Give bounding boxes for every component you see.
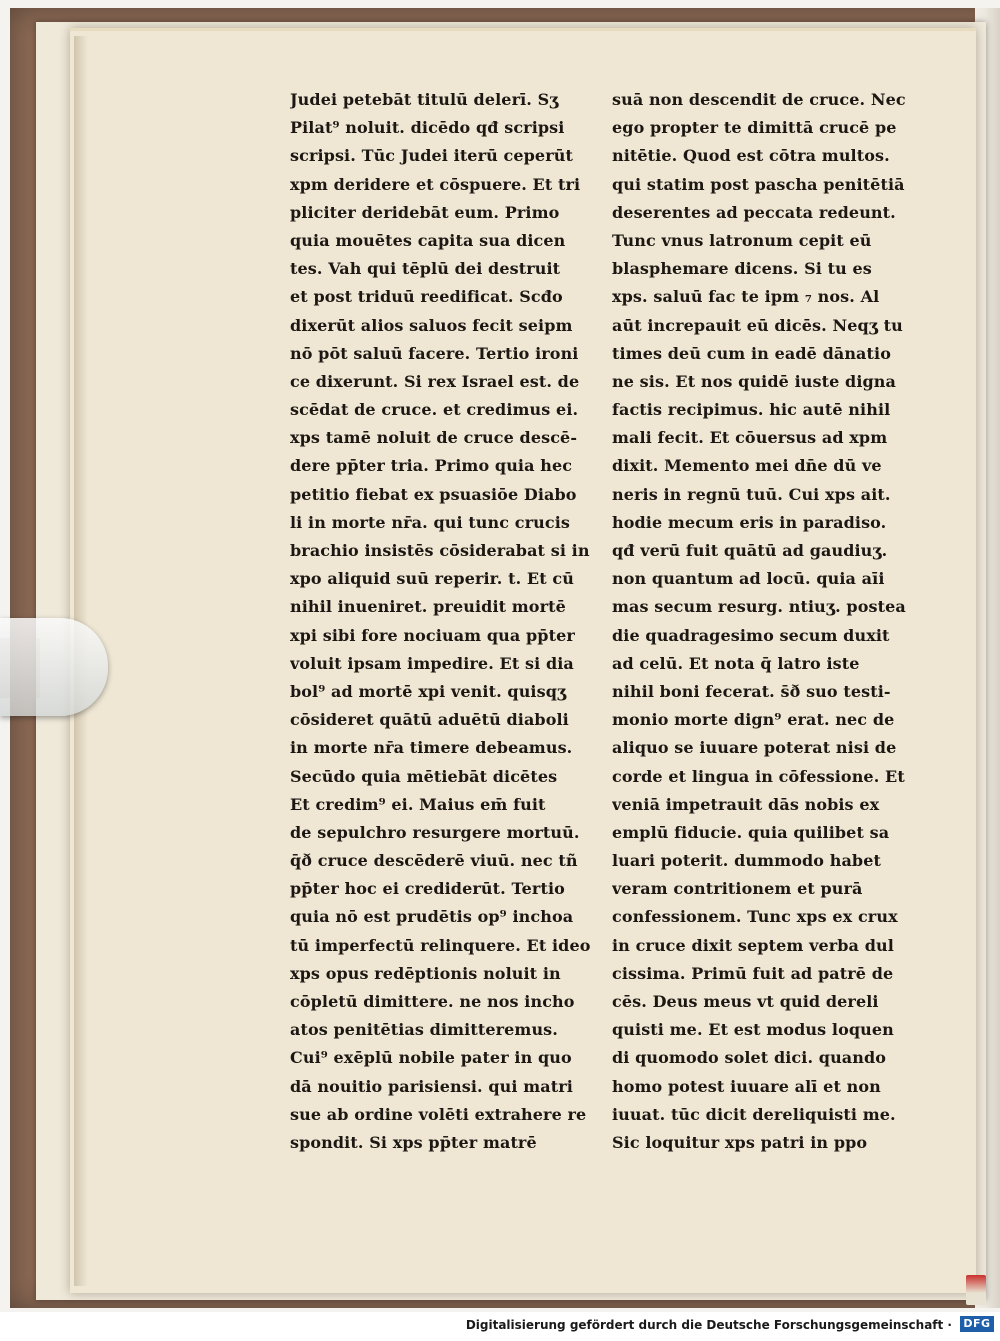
- text-line: Judei petebāt titulū delerī. Sʒ: [290, 90, 559, 109]
- text-line: de sepulchro resurgere mortuū.: [290, 822, 580, 842]
- text-line: veram contritionem et purā: [612, 879, 863, 899]
- text-line: die quadragesimo secum duxit: [612, 625, 890, 645]
- dfg-logo: DFG: [960, 1316, 994, 1332]
- text-column-right: [612, 86, 912, 1157]
- text-line: di quomodo solet dici. quando: [612, 1048, 887, 1068]
- text-line: dixit. Memento mei dn̄e dū ve: [612, 456, 882, 476]
- text-line: voluit ipsam impedire. Et si dia: [290, 653, 574, 673]
- text-line: quia mouētes capita sua dicen: [290, 230, 566, 250]
- text-line: hodie mecum eris in paradiso.: [612, 512, 887, 532]
- text-line: dixerūt alios saluos fecit seipm: [290, 315, 573, 335]
- text-line: in morte nr̄a timere debeamus.: [290, 738, 573, 758]
- text-line: Cui⁹ exēplū nobile pater in quo: [290, 1048, 572, 1068]
- text-line: li in morte nr̄a. qui tunc crucis: [290, 512, 571, 532]
- text-line: in cruce dixit septem verba dul: [612, 935, 894, 955]
- text-line: emplū fiducie. quia quilibet sa: [612, 822, 890, 842]
- text-line: scripsi. Tūc Judei iterū ceperūt: [290, 146, 573, 166]
- text-line: tes. Vah qui tēplū dei destruit: [290, 259, 561, 279]
- text-line: cōpletū dimittere. ne nos incho: [290, 992, 575, 1011]
- text-line: neris in regnū tuū. Cui xps ait.: [612, 484, 891, 504]
- text-line: aūt increpauit eū dicēs. Neqʒ tu: [612, 315, 903, 335]
- text-line: cissima. Primū fuit ad patrē de: [612, 963, 894, 983]
- text-line: scēdat de cruce. et credimus ei.: [290, 400, 579, 420]
- text-line: cēs. Deus meus vt quid dereli: [612, 992, 879, 1011]
- text-line: spondit. Si xps pp̄ter matrē: [290, 1132, 537, 1152]
- text-line: luari poterit. dummodo habet: [612, 851, 881, 871]
- text-line: times deū cum in eadē dānatio: [612, 343, 891, 363]
- text-line: xps tamē noluit de cruce descē-: [290, 428, 578, 448]
- text-line: qđ verū fuit quātū ad gaudiuʒ.: [612, 541, 888, 560]
- text-line: corde et lingua in cōfessione. Et: [612, 766, 905, 786]
- page-holder-clip: [0, 618, 108, 716]
- text-line: nitētie. Quod est cōtra multos.: [612, 146, 890, 166]
- text-line: xpm deridere et cōspuere. Et tri: [290, 174, 581, 194]
- text-line: ad celū. Et nota q̄ latro iste: [612, 653, 860, 673]
- text-line: blasphemare dicens. Si tu es: [612, 259, 872, 279]
- bookmark-tab: [966, 1275, 986, 1305]
- text-line: tū imperfectū relinquere. Et ideo: [290, 935, 591, 955]
- text-line: nihil inueniret. preuidit mortē: [290, 597, 566, 617]
- text-line: brachio insistēs cōsiderabat si in: [290, 541, 590, 560]
- text-line: pliciter deridebāt eum. Primo: [290, 202, 560, 222]
- text-line: Secūdo quia mētiebāt dicētes: [290, 766, 558, 786]
- text-line: veniā impetrauit dās nobis ex: [612, 794, 880, 814]
- text-line: mali fecit. Et cōuersus ad xpm: [612, 428, 888, 448]
- text-line: bol⁹ ad mortē xpi venit. quisqʒ: [290, 681, 567, 701]
- text-line: monio morte dign⁹ erat. nec de: [612, 710, 895, 730]
- text-line: pp̄ter hoc ei crediderūt. Tertio: [290, 879, 565, 899]
- text-line: nō pōt saluū facere. Tertio ironi: [290, 343, 579, 363]
- text-line: factis recipimus. hic autē nihil: [612, 400, 891, 420]
- text-line: qui statim post pascha penitētiā: [612, 174, 905, 194]
- text-line: deserentes ad peccata redeunt.: [612, 202, 896, 222]
- text-line: q̄ð cruce descēderē viuū. nec tñ: [290, 851, 578, 871]
- text-line: Tunc vnus latronum cepit eū: [612, 230, 872, 250]
- text-line: Et credim⁹ ei. Maius em̄ fuit: [290, 794, 546, 814]
- text-line: ne sis. Et nos quidē iuste digna: [612, 371, 897, 391]
- text-line: mas secum resurg. ntiuʒ. postea: [612, 597, 906, 617]
- text-line: iuuat. tūc dicit dereliquisti me.: [612, 1104, 896, 1124]
- text-line: quia nō est prudētis op⁹ inchoa: [290, 907, 574, 927]
- text-line: Sic loquitur xps patri in ppo: [612, 1132, 868, 1152]
- funding-credit: Digitalisierung gefördert durch die Deutsche Forschungsgemeinschaft ·: [465, 1318, 952, 1332]
- text-line: cōsideret quātū aduētū diaboli: [290, 710, 569, 730]
- text-line: suā non descendit de cruce. Nec: [612, 90, 906, 109]
- text-line: xps. saluū fac te ipm ₇ nos. Al: [612, 287, 880, 307]
- text-line: ce dixerunt. Si rex Israel est. de: [290, 371, 580, 391]
- text-line: atos penitētias dimitteremus.: [290, 1020, 558, 1040]
- text-line: non quantum ad locū. quia aīi: [612, 569, 885, 589]
- text-line: dā nouitio parisiensi. qui matri: [290, 1076, 573, 1096]
- text-line: xpo aliquid suū reperir. t. Et cū: [290, 569, 574, 589]
- text-line: ego propter te dimittā crucē pe: [612, 118, 897, 138]
- text-line: confessionem. Tunc xps ex crux: [612, 907, 898, 927]
- text-line: xpi sibi fore nociuam qua pp̄ter: [290, 625, 575, 645]
- text-line: et post triduū reedificat. Scđo: [290, 287, 563, 307]
- text-line: Pilat⁹ noluit. dicēdo qđ scripsi: [290, 118, 565, 138]
- text-column-left: [290, 86, 600, 1157]
- text-line: petitio fiebat ex psuasiōe Diabo: [290, 484, 577, 504]
- text-line: xps opus redēptionis noluit in: [290, 963, 561, 983]
- text-line: sue ab ordine volēti extrahere re: [290, 1104, 587, 1124]
- text-line: quisti me. Et est modus loquen: [612, 1020, 894, 1040]
- text-line: nihil boni fecerat. s̄ð suo testi-: [612, 681, 891, 701]
- text-line: aliquo se iuuare poterat nisi de: [612, 738, 897, 758]
- text-line: dere pp̄ter tria. Primo quia hec: [290, 456, 573, 476]
- text-line: homo potest iuuare alī et non: [612, 1076, 881, 1096]
